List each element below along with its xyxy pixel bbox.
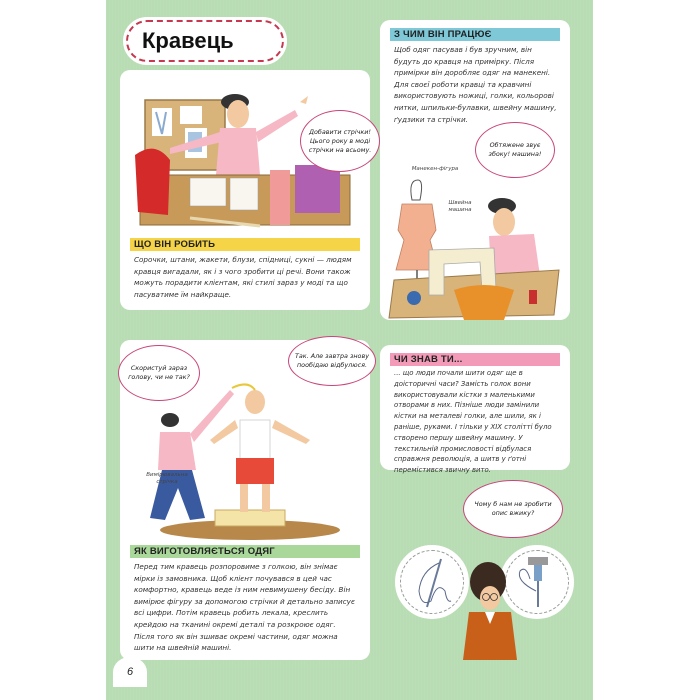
speech-bubble-tailor-top: Добавити стрічки! Цього року в моді стрічки на всьому. [300, 110, 380, 172]
sewing-machine-label: Швейна машина [448, 200, 472, 213]
did-you-know-header: ЧИ ЗНАВ ТИ... [390, 353, 560, 366]
speech-bubble-tailor-sewing: Обтяжене звує збоку! машина! [475, 122, 555, 178]
what-he-does-card [120, 70, 370, 310]
what-he-does-header: ЩО ВІН РОБИТЬ [130, 238, 360, 251]
page-number: 6 [113, 657, 147, 687]
did-you-know-card [380, 345, 570, 475]
speech-bubble-client: Так. Але завтра знову пообідаю відбулюся. [288, 336, 376, 386]
page-title-text: Кравець [142, 28, 234, 53]
page-title [126, 20, 284, 62]
did-you-know-body: ... що люди почали шити одяг ще в доісторичні часи? Замість голок вони використовували кістки з маленькими отворами в них. Пізніше люди замінили кістки на металеві голки, але шили, як і раніше, руками. І тільки у XIX столітті було створено першу швейну машину. У текстильній промисловості відбулася справжня революція, а шитв у ґотні перемістився звичну вито. [394, 369, 552, 475]
mannequin-label: Манекен-фігура [411, 166, 459, 172]
speech-bubble-tailor-measure: Скористуй зараз голову, чи не так? [118, 345, 200, 401]
what-he-works-with-header: З ЧИМ ВІН ПРАЦЮЄ [390, 28, 560, 41]
sewing-machine-illustration [384, 170, 564, 320]
speech-bubble-thinker: Чому б нам не зробити опис вжику? [463, 480, 563, 538]
measuring-tape-label: Вимірювальна стрічка [146, 472, 188, 485]
how-clothes-made-header: ЯК ВИГОТОВЛЯЄТЬСЯ ОДЯГ [130, 545, 360, 558]
what-he-works-with-body: Щоб одяг пасував і був зручним, він будуть до кравця на примірку. Після примірки він доробляє одяг на манекені. Для своєї роботи кравці та кравчині використовують ножиці, голки, кольорові нитки, шпильки-булавки, швейну машину, ґудзики та стрічки. [394, 45, 557, 124]
what-he-does-body: Сорочки, штани, жакети, блузи, спідниці, сукні — людям кравця вигадали, як і з чого зробити ці речі. Вони також можуть порадити клієнтам, які стилі зараз у моді та що пасуватиме їм найкраще. [134, 255, 352, 299]
thinker-illustration [455, 560, 525, 660]
how-clothes-made-body: Перед тим кравець розпоровиме з голкою, він знімає мірки із замовника. Щоб клієнт почувався в цей час комфортно, кравець веде із ним невимушену бесіду. Він вимірює фігуру за допомогою стрічки й детально записує всі цифри. Потім кравець робить лекала, креслить крейдою на тканині окремі деталі та розкроює одяг. Після того як він зшиває окремі частини, одяг можна шити на швейній машині. [134, 562, 355, 653]
